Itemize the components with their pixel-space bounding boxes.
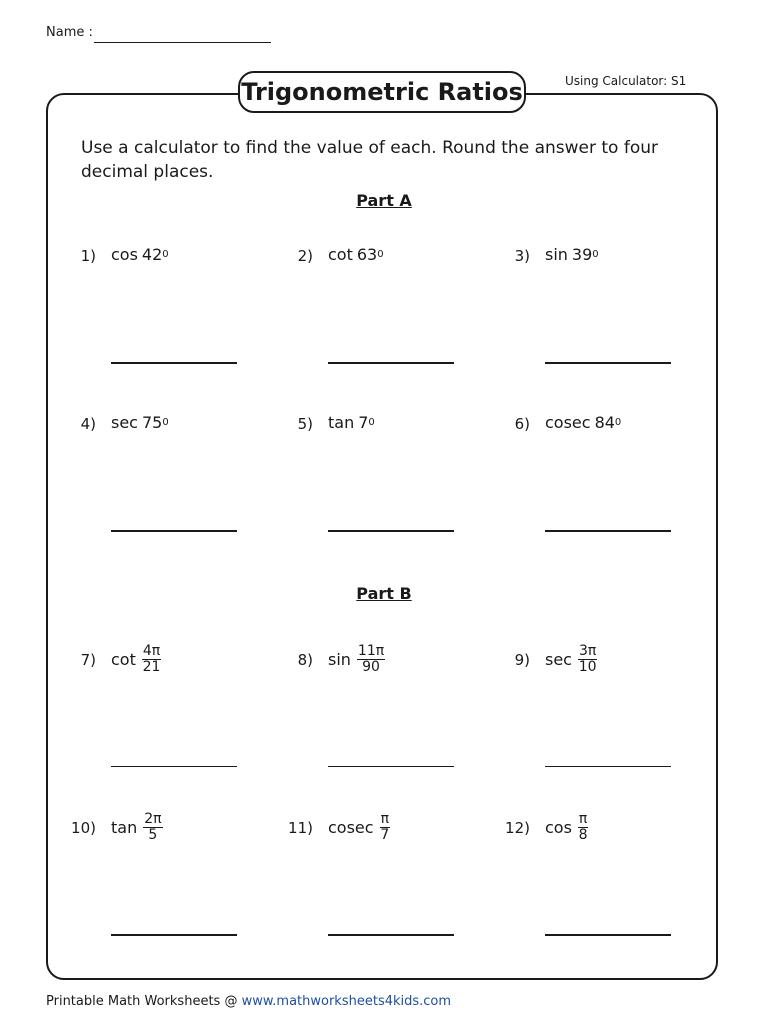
answer-blank[interactable] — [111, 362, 237, 364]
instructions: Use a calculator to find the value of each. Round the answer to four decimal places. — [81, 138, 658, 182]
problem-angle: 42 — [141, 245, 163, 264]
problem-expression — [111, 245, 169, 264]
fraction-denominator: 10 — [578, 659, 597, 675]
problem-number: 5) — [297, 415, 313, 433]
degree-symbol: 0 — [377, 249, 384, 260]
problem-expression — [111, 812, 163, 843]
degree-symbol: 0 — [162, 417, 169, 428]
degree-symbol: 0 — [614, 417, 622, 428]
problem-number: 7) — [80, 651, 96, 669]
problem-function: cos — [111, 245, 138, 264]
answer-blank[interactable] — [328, 766, 454, 767]
problem-expression — [111, 413, 169, 432]
problem-expression — [545, 812, 588, 843]
problem-function: cosec — [545, 413, 591, 432]
problem-expression — [328, 413, 375, 432]
problem-function: tan — [328, 413, 355, 432]
problem-expression — [328, 245, 384, 264]
fraction-denominator: 5 — [148, 827, 158, 843]
problem-expression — [111, 644, 161, 675]
problem-function: cos — [545, 818, 572, 837]
problem-function: cot — [328, 245, 353, 264]
footer — [46, 994, 451, 1009]
fraction-denominator: 7 — [380, 827, 390, 843]
fraction-numerator: 2π — [144, 811, 162, 827]
problem-expression — [328, 644, 385, 675]
fraction-numerator: π — [578, 811, 588, 827]
answer-blank[interactable] — [545, 530, 671, 532]
problem-angle: 39 — [571, 245, 593, 264]
problem-function: sin — [328, 650, 351, 669]
problem-number: 4) — [80, 415, 96, 433]
fraction-numerator: 3π — [578, 643, 597, 659]
worksheet-frame — [46, 93, 718, 980]
problem-function: tan — [111, 818, 138, 837]
problem-number: 12) — [505, 819, 530, 837]
name-input-line[interactable] — [94, 42, 271, 43]
name-label: Name : — [46, 25, 93, 40]
answer-blank[interactable] — [545, 362, 671, 364]
problem-angle: 84 — [594, 413, 615, 432]
problem-number: 8) — [297, 651, 313, 669]
degree-symbol: 0 — [368, 417, 375, 428]
problem-number: 1) — [80, 247, 96, 265]
degree-symbol: 0 — [592, 249, 599, 260]
degree-symbol: 0 — [162, 249, 169, 260]
problem-function: cot — [111, 650, 136, 669]
problem-expression — [328, 812, 390, 843]
part-a-heading: Part A — [356, 191, 412, 210]
problem-number: 10) — [71, 819, 96, 837]
fraction-denominator: 90 — [362, 659, 380, 675]
problem-number: 9) — [514, 651, 530, 669]
fraction — [578, 812, 588, 843]
problem-expression — [545, 413, 621, 432]
answer-blank[interactable] — [328, 362, 454, 364]
fraction-numerator: 11π — [357, 643, 385, 659]
problem-function: cosec — [328, 818, 374, 837]
fraction-numerator: 4π — [142, 643, 161, 659]
answer-blank[interactable] — [111, 530, 237, 532]
problem-function: sec — [111, 413, 138, 432]
footer-link[interactable]: www.mathworksheets4kids.com — [241, 994, 452, 1009]
page-title: Trigonometric Ratios — [238, 71, 526, 113]
answer-blank[interactable] — [111, 766, 237, 767]
fraction — [578, 644, 597, 675]
answer-blank[interactable] — [545, 766, 671, 767]
problem-function: sec — [545, 650, 572, 669]
problem-number: 3) — [514, 247, 530, 265]
problem-angle: 63 — [356, 245, 378, 264]
footer-text: Printable Math Worksheets @ — [46, 994, 242, 1009]
fraction — [142, 644, 161, 675]
fraction — [380, 812, 390, 843]
part-b-heading: Part B — [356, 584, 412, 603]
problem-angle: 75 — [141, 413, 163, 432]
problem-angle: 7 — [358, 413, 369, 432]
answer-blank[interactable] — [545, 934, 671, 936]
fraction — [357, 644, 385, 675]
fraction-denominator: 21 — [142, 659, 161, 675]
answer-blank[interactable] — [111, 934, 237, 936]
worksheet-subtitle: Using Calculator: S1 — [565, 74, 687, 88]
problem-expression — [545, 644, 597, 675]
answer-blank[interactable] — [328, 530, 454, 532]
problem-expression — [545, 245, 599, 264]
answer-blank[interactable] — [328, 934, 454, 936]
problem-number: 2) — [297, 247, 313, 265]
fraction-numerator: π — [380, 811, 389, 827]
problem-function: sin — [545, 245, 568, 264]
problem-number: 11) — [288, 819, 313, 837]
problem-number: 6) — [514, 415, 530, 433]
fraction — [143, 812, 162, 843]
fraction-denominator: 8 — [578, 827, 588, 843]
